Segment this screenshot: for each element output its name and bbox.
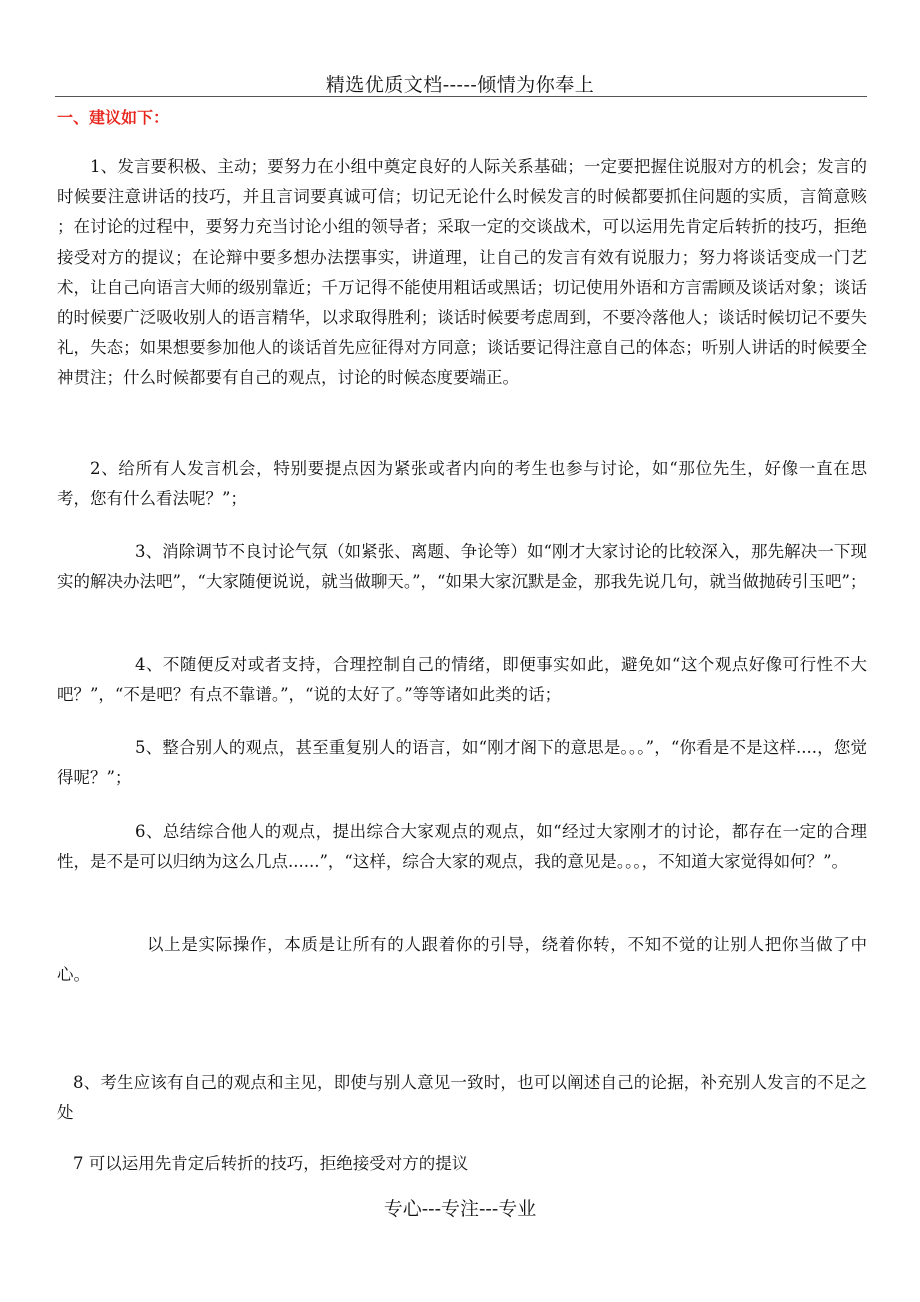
header-divider <box>55 96 867 97</box>
page-footer: 专心---专注---专业 <box>383 1198 537 1220</box>
summary-paragraph: 以上是实际操作，本质是让所有的人跟着你的引导，绕着你转，不知不觉的让别人把你当做了中心。 <box>57 935 867 985</box>
paragraph-6: 6、总结综合他人的观点，提出综合大家观点的观点，如“经过大家刚才的讨论，都存在一定的合理性，是不是可以归纳为这么几点......”，“这样，综合大家的观点，我的意见是。。。，不知道大家觉得如何？”。 <box>57 822 867 872</box>
paragraph-7-note: 7 可以运用先肯定后转折的技巧，拒绝接受对方的提议 <box>73 1154 469 1173</box>
paragraph-8: 8、考生应该有自己的观点和主见，即使与别人意见一致时，也可以阐述自己的论据，补充别人发言的不足之处 <box>57 1073 867 1123</box>
page-header: 精选优质文档-----倾情为你奉上 <box>325 74 595 96</box>
section-title: 一、建议如下： <box>57 108 170 127</box>
paragraph-3: 3、消除调节不良讨论气氛（如紧张、离题、争论等）如“刚才大家讨论的比较深入，那先解决一下现实的解决办法吧”，“大家随便说说，就当做聊天。”，“如果大家沉默是金，那我先说几句，就当做抛砖引玉吧”； <box>57 542 867 592</box>
paragraph-5: 5、整合别人的观点，甚至重复别人的语言，如“刚才阁下的意思是。。。”，“你看是不是这样....，您觉得呢？”； <box>57 738 867 788</box>
paragraph-1: 1、发言要积极、主动；要努力在小组中奠定良好的人际关系基础；一定要把握住说服对方的机会；发言的时候要注意讲话的技巧，并且言词要真诚可信；切记无论什么时候发言的时候都要抓住问题的实质，言简意赅 ；在讨论的过程中，要努力充当讨论小组的领导者；采取一定的交谈战术，可以运用先肯定后转折的技巧，拒绝接受对方的提议；在论辩中要多想办法摆事实，讲道理，让自己的发言有效有说服力；努力将谈话变成一门艺术，让自己向语言大师的级别靠近；千万记得不能使用粗话或黑话；切记使用外语和方言需顾及谈话对象；谈话的时候要广泛吸收别人的语言精华，以求取得胜利；谈话时候要考虑周到，不要冷落他人；谈话时候切记不要失礼，失态；如果想要参加他人的谈话首先应征得对方同意；谈话要记得注意自己的体态；听别人讲话的时候要全神贯注；什么时候都要有自己的观点，讨论的时候态度要端正。 <box>57 157 867 388</box>
paragraph-4: 4、不随便反对或者支持，合理控制自己的情绪，即便事实如此，避免如“这个观点好像可行性不大吧？”，“不是吧？有点不靠谱。”，“说的太好了。”等等诸如此类的话； <box>57 655 867 705</box>
paragraph-2: 2、给所有人发言机会，特别要提点因为紧张或者内向的考生也参与讨论，如“那位先生，好像一直在思考，您有什么看法呢？”； <box>57 459 867 509</box>
